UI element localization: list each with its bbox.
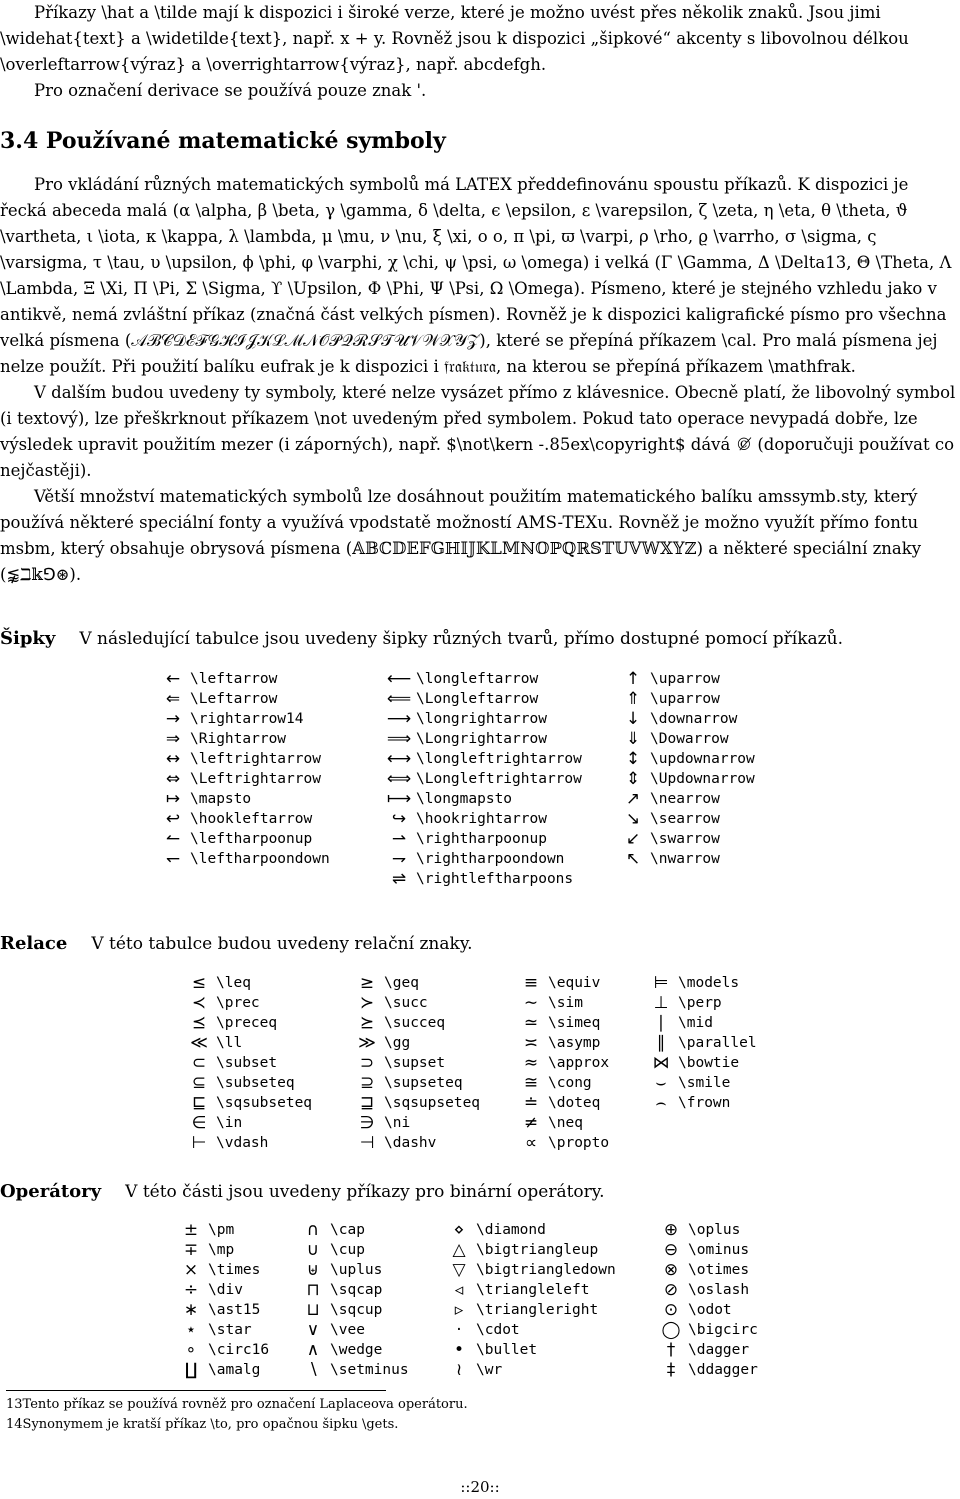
symbol-glyph: ⟼ [386,789,412,809]
symbol-glyph: → [165,709,181,729]
symbol-glyph: △ [452,1240,466,1260]
symbol-command: \hookrightarrow [416,811,547,827]
symbol-glyph: ⊑ [191,1093,207,1113]
symbol-command: \equiv [548,975,601,991]
arrows-table [156,669,790,889]
symbol-command: \Leftarrow [190,691,278,707]
symbol-glyph: ↗ [625,789,641,809]
symbol-command [678,1133,788,1153]
symbol-glyph: ≈ [523,1053,539,1073]
symbol-glyph: ⟷ [386,749,412,769]
symbol-glyph: ≃ [523,1013,539,1033]
symbol-command: \pm [208,1222,235,1238]
symbol-glyph: ≡ [523,973,539,993]
symbol-command: \sqsupseteq [384,1095,481,1111]
symbol-command: \ast15 [208,1302,261,1318]
symbol-glyph: ‡ [666,1360,676,1380]
symbol-glyph: ⊆ [191,1073,207,1093]
symbol-glyph: ↔ [165,749,181,769]
symbol-command: \sqcap [330,1282,383,1298]
symbol-glyph: • [453,1340,465,1360]
symbol-command: \uparrow [650,671,720,687]
symbol-glyph: × [183,1260,199,1280]
symbol-glyph: † [666,1340,676,1360]
symbol-glyph: ≍ [523,1033,539,1053]
symbol-glyph: ∩ [306,1220,320,1240]
arrows-text: V následující tabulce jsou uvedeny šipky různých tvarů, přímo dostupné pomocí příkazů. [79,629,843,649]
symbol-glyph: ∪ [306,1240,320,1260]
symbol-command: \ominus [688,1242,750,1258]
symbol-glyph: ∖ [307,1360,319,1380]
symbol-command: \rightleftharpoons [416,871,574,887]
symbol-glyph: ≪ [190,1033,208,1053]
symbol-row [156,829,790,849]
symbol-row [156,809,790,829]
symbol-command [650,869,790,889]
symbol-glyph: ∝ [524,1133,538,1153]
symbol-glyph: ⊘ [663,1280,679,1300]
symbol-glyph: ⊥ [653,993,669,1013]
section-paragraph-2: V dalším budou uvedeny ty symboly, které nelze vysázet přímo z klávesnice. Obecně platí, že libovolný symbol (i textový), lze přeškrknout příkazem \not uvedeným před symbolem. Pokud tato operace nevypadá dobře, lze výsledek upravit použitím mezer (i záporných), např. $\not\kern -.85ex\copyright$ dává ©̸ (doporučuji používat co nejčastěji). [0,383,956,480]
symbol-command: \preceq [216,1015,278,1031]
symbol-glyph: ± [183,1220,199,1240]
symbol-command: \downarrow [650,711,738,727]
symbol-glyph: ⟺ [386,769,412,789]
symbol-command: \swarrow [650,831,720,847]
page-number: ::20:: [460,1478,500,1496]
symbol-glyph: ⟶ [386,709,412,729]
relations-heading: Relace [0,933,68,954]
symbol-command: \bigtriangledown [476,1262,616,1278]
symbol-command: \circ16 [208,1342,270,1358]
symbol-command: \longleftrightarrow [416,751,582,767]
symbol-command: \bowtie [678,1055,740,1071]
symbol-glyph: ⟸ [386,689,412,709]
symbol-row [156,749,790,769]
symbol-command [678,1113,788,1133]
symbol-glyph: ⊎ [306,1260,320,1280]
symbol-command: \oplus [688,1222,741,1238]
symbol-glyph: ↩ [165,809,181,829]
symbol-row [156,769,790,789]
symbol-glyph: ▽ [452,1260,466,1280]
symbol-glyph: ∐ [184,1360,198,1380]
symbol-glyph: ⊕ [663,1220,679,1240]
symbol-glyph: ≀ [455,1360,463,1380]
symbol-glyph: ⊇ [359,1073,375,1093]
symbol-glyph: ⟹ [386,729,412,749]
operators-heading: Operátory [0,1181,102,1202]
symbol-glyph: ⇌ [391,869,407,889]
symbol-command: \asymp [548,1035,601,1051]
symbol-glyph: ≐ [523,1093,539,1113]
symbol-glyph: ⊃ [359,1053,375,1073]
symbol-row [182,1093,788,1113]
symbol-glyph: ⊢ [191,1133,207,1153]
symbol-glyph: ← [165,669,181,689]
symbol-glyph: ≻ [359,993,375,1013]
symbol-glyph: ⇓ [625,729,641,749]
symbol-glyph: ⟵ [386,669,412,689]
symbol-command: \leq [216,975,251,991]
symbol-glyph [644,1133,678,1153]
symbol-command: \succ [384,995,428,1011]
symbol-command: \cup [330,1242,365,1258]
symbol-command: \uplus [330,1262,383,1278]
symbol-command: \Longleftarrow [416,691,539,707]
symbol-row [182,1133,788,1153]
symbol-row [182,1073,788,1093]
symbol-row [156,849,790,869]
symbol-command: \setminus [330,1362,409,1378]
symbol-command: \cap [330,1222,365,1238]
symbol-glyph: ≅ [523,1073,539,1093]
symbol-glyph: ⊓ [306,1280,320,1300]
symbol-command: \mp [208,1242,235,1258]
symbol-command: \mapsto [190,791,252,807]
symbol-command: \leftharpoondown [190,851,330,867]
symbol-glyph: ∓ [183,1240,199,1260]
symbol-glyph: ≤ [191,973,207,993]
symbol-row [156,729,790,749]
symbol-command: \sqsubseteq [216,1095,313,1111]
symbol-glyph: ↓ [625,709,641,729]
symbol-command: \subseteq [216,1075,295,1091]
symbol-glyph: ∣ [656,1013,666,1033]
symbol-command: \Rightarrow [190,731,287,747]
symbol-command: \simeq [548,1015,601,1031]
intro-paragraph-1: Příkazy \hat a \tilde mají k dispozici i široké verze, které je možno uvést přes několik znaků. Jsou jimi \widehat{text} a \widetilde{text}, např. x + y. Rovněž jsou k dispozici „šipkové“ akcenty s libovolnou délkou \overleftarrow{výraz} a \overrightarrow{výraz}, např. abcdefgh. [0,3,909,74]
symbol-glyph: ∈ [191,1113,207,1133]
symbol-row [174,1340,788,1360]
symbol-command: \Longleftrightarrow [416,771,582,787]
symbol-glyph: ⪯ [191,1013,207,1033]
symbol-command: \succeq [384,1015,446,1031]
symbol-glyph: ≺ [191,993,207,1013]
symbol-command: \ddagger [688,1362,758,1378]
symbol-command: \longmapsto [416,791,513,807]
symbol-glyph [156,869,190,889]
symbol-command: \Leftrightarrow [190,771,321,787]
symbol-glyph: · [456,1320,462,1340]
symbol-glyph: ≥ [359,973,375,993]
symbol-command: \cong [548,1075,592,1091]
symbol-glyph: ⊖ [663,1240,679,1260]
symbol-row [174,1360,788,1380]
symbol-glyph: ⊗ [663,1260,679,1280]
symbol-command: \vee [330,1322,365,1338]
symbol-glyph: ⋈ [652,1053,670,1073]
symbol-command: \bigcirc [688,1322,758,1338]
arrows-heading-row [0,628,843,649]
footnote-14: 14Synonymem je kratší příkaz \to, pro opačnou šipku \gets. [6,1417,399,1432]
symbol-command: \oslash [688,1282,750,1298]
symbol-glyph: ⊒ [359,1093,375,1113]
symbol-command [190,869,382,889]
symbol-glyph: ⊙ [663,1300,679,1320]
symbol-glyph: ⇕ [625,769,641,789]
symbol-command: \triangleleft [476,1282,590,1298]
section-paragraph-3: Větší množství matematických symbolů lze dosáhnout použitím matematického balíku amssymb.sty, který používá některé speciální fonty a využívá vpodstatě možností AMS-TEXu. Rovněž je možno využít přímo fontu msbm, který obsahuje obrysová písmena (𝔸𝔹ℂ𝔻𝔼𝔽𝔾ℍ𝕀𝕁𝕂𝕃𝕄ℕ𝕆ℙℚℝ𝕊𝕋𝕌𝕍𝕎𝕏𝕐ℤ) a některé speciální znaky (⪉ℶ𝕜⅁⊛). [0,487,922,584]
relations-heading-row [0,933,473,954]
symbol-glyph: ∧ [306,1340,320,1360]
footnote-rule [6,1390,386,1391]
relations-table [182,973,788,1153]
symbol-row [156,669,790,689]
symbol-row [174,1240,788,1260]
symbol-row [174,1260,788,1280]
symbol-glyph: ▹ [454,1300,464,1320]
symbol-command: \subset [216,1055,278,1071]
symbol-glyph: ∗ [183,1300,199,1320]
symbol-glyph: ↼ [165,829,181,849]
intro-block [0,0,960,104]
symbol-glyph: ∘ [185,1340,197,1360]
symbol-glyph: ◃ [454,1280,464,1300]
symbol-command: \gg [384,1035,411,1051]
symbol-command: \wedge [330,1342,383,1358]
symbol-command: \geq [384,975,419,991]
symbol-glyph: ⇀ [391,829,407,849]
symbol-glyph: ⋆ [185,1320,197,1340]
symbol-command: \models [678,975,740,991]
symbol-command: \otimes [688,1262,750,1278]
symbol-glyph: ⌢ [655,1093,667,1113]
symbol-command: \bigtriangleup [476,1242,599,1258]
symbol-glyph [616,869,650,889]
symbol-glyph: ∨ [306,1320,320,1340]
symbol-row [182,1033,788,1053]
symbol-glyph: ↖ [625,849,641,869]
symbol-command: \supseteq [384,1075,463,1091]
symbol-command: \leftharpoonup [190,831,313,847]
operators-table [174,1220,788,1380]
symbol-glyph: ⊨ [653,973,669,993]
symbol-row [156,709,790,729]
arrows-heading: Šipky [0,628,56,649]
symbol-command: \uparrow [650,691,720,707]
symbol-command: \Updownarrow [650,771,755,787]
symbol-glyph: ↕ [625,749,641,769]
section-title: 3.4 Používané matematické symboly [0,128,446,154]
symbol-command: \ll [216,1035,243,1051]
symbol-glyph: ⇔ [165,769,181,789]
symbol-glyph: ⊣ [359,1133,375,1153]
symbol-command: \prec [216,995,260,1011]
symbol-row [156,689,790,709]
symbol-glyph: ↪ [391,809,407,829]
symbol-row [174,1300,788,1320]
symbol-command: \dagger [688,1342,750,1358]
symbol-glyph: ↘ [625,809,641,829]
symbol-glyph: ↙ [625,829,641,849]
symbol-glyph: ⋄ [453,1220,465,1240]
symbol-glyph: ≠ [523,1113,539,1133]
symbol-command: \vdash [216,1135,269,1151]
symbol-command: \doteq [548,1095,601,1111]
symbol-command: \rightarrow14 [190,711,304,727]
symbol-command: \in [216,1115,243,1131]
symbol-glyph: ∋ [359,1113,375,1133]
symbol-glyph: ◯ [661,1320,681,1340]
symbol-row [156,789,790,809]
symbol-row [182,1013,788,1033]
symbol-command: \searrow [650,811,720,827]
symbol-command: \hookleftarrow [190,811,313,827]
symbol-glyph: ⪰ [359,1013,375,1033]
symbol-glyph: ⌣ [655,1073,667,1093]
symbol-command: \star [208,1322,252,1338]
symbol-glyph: ↑ [625,669,641,689]
relations-text: V této tabulce budou uvedeny relační znaky. [91,934,473,954]
symbol-command: \sqcup [330,1302,383,1318]
symbol-command: \div [208,1282,243,1298]
symbol-command: \supset [384,1055,446,1071]
symbol-row [182,973,788,993]
symbol-command: \nwarrow [650,851,720,867]
symbol-command: \Longrightarrow [416,731,547,747]
symbol-command: \triangleright [476,1302,599,1318]
symbol-row [174,1280,788,1300]
symbol-command: \perp [678,995,722,1011]
symbol-command: \propto [548,1135,610,1151]
symbol-row [182,1113,788,1133]
symbol-command: \frown [678,1095,731,1111]
symbol-command: \wr [476,1362,503,1378]
symbol-command: \approx [548,1055,610,1071]
symbol-command: \parallel [678,1035,757,1051]
symbol-glyph: ÷ [183,1280,199,1300]
symbol-command: \dashv [384,1135,437,1151]
symbol-glyph: ⊔ [306,1300,320,1320]
symbol-command: \longrightarrow [416,711,547,727]
symbol-row [182,1053,788,1073]
symbol-glyph: ∥ [656,1033,666,1053]
footnote-13: 13Tento příkaz se používá rovněž pro označení Laplaceova operátoru. [6,1397,468,1412]
symbol-glyph: ↽ [165,849,181,869]
section-paragraph-1: Pro vkládání různých matematických symbolů má LATEX předdefinovánu spoustu příkazů. K dispozici je řecká abeceda malá (α \alpha, β \beta, γ \gamma, δ \delta, ϵ \epsilon, ε \varepsilon, ζ \zeta, η \eta, θ \theta, ϑ \vartheta, ι \iota, κ \kappa, λ \lambda, μ \mu, ν \nu, ξ \xi, o o, π \pi, ϖ \varpi, ρ \rho, ϱ \varrho, σ \sigma, ς \varsigma, τ \tau, υ \upsilon, ϕ \phi, φ \varphi, χ \chi, ψ \psi, ω \omega) i velká (Γ \Gamma, Δ \Delta13, Θ \Theta, Λ \Lambda, Ξ \Xi, Π \Pi, Σ \Sigma, ϒ \Upsilon, Φ \Phi, Ψ \Psi, Ω \Omega). Písmeno, které je stejného vzhledu jako v antikvě, nemá zvláštní příkaz (značná část velkých písmen). Rovněž je k dispozici kaligrafické písmo pro všechna velká písmena (𝒜ℬ𝒞𝒟ℰℱ𝒢ℋℐ𝒥𝒦ℒℳ𝒩𝒪𝒫𝒬ℛ𝒮𝒯𝒰𝒱𝒲𝒳𝒴𝒵), které se přepíná příkazem \cal. Pro malá písmena jej nelze použít. Při použití balíku eufrak je k dispozici i 𝔣𝔯𝔞𝔨𝔱𝔲𝔯𝔞, na kterou se přepíná příkazem \mathfrak. [0,175,952,376]
symbol-command: \neq [548,1115,583,1131]
symbol-command: \updownarrow [650,751,755,767]
symbol-row [174,1220,788,1240]
section-body [0,172,960,588]
symbol-command: \ni [384,1115,411,1131]
symbol-command: \smile [678,1075,731,1091]
symbol-glyph: ≫ [358,1033,376,1053]
symbol-glyph: ↦ [165,789,181,809]
symbol-command: \times [208,1262,261,1278]
symbol-command: \rightharpoonup [416,831,547,847]
symbol-command: \cdot [476,1322,520,1338]
symbol-command: \sim [548,995,583,1011]
operators-heading-row [0,1181,605,1202]
symbol-command: \leftrightarrow [190,751,321,767]
symbol-glyph: ⇐ [165,689,181,709]
symbol-glyph: ⇁ [391,849,407,869]
symbol-command: \diamond [476,1222,546,1238]
symbol-command: \longleftarrow [416,671,539,687]
intro-paragraph-2: Pro označení derivace se používá pouze znak '. [34,81,427,100]
symbol-command: \mid [678,1015,713,1031]
symbol-row [174,1320,788,1340]
operators-text: V této části jsou uvedeny příkazy pro binární operátory. [125,1182,605,1202]
symbol-command: \odot [688,1302,732,1318]
symbol-glyph: ⇑ [625,689,641,709]
symbol-command: \nearrow [650,791,720,807]
symbol-command: \Dowarrow [650,731,729,747]
symbol-command: \rightharpoondown [416,851,565,867]
symbol-command: \bullet [476,1342,538,1358]
symbol-command: \leftarrow [190,671,278,687]
symbol-glyph: ⇒ [165,729,181,749]
symbol-glyph [644,1113,678,1133]
symbol-glyph: ⊂ [191,1053,207,1073]
symbol-row [182,993,788,1013]
symbol-glyph: ∼ [523,993,539,1013]
symbol-command: \amalg [208,1362,261,1378]
symbol-row [156,869,790,889]
